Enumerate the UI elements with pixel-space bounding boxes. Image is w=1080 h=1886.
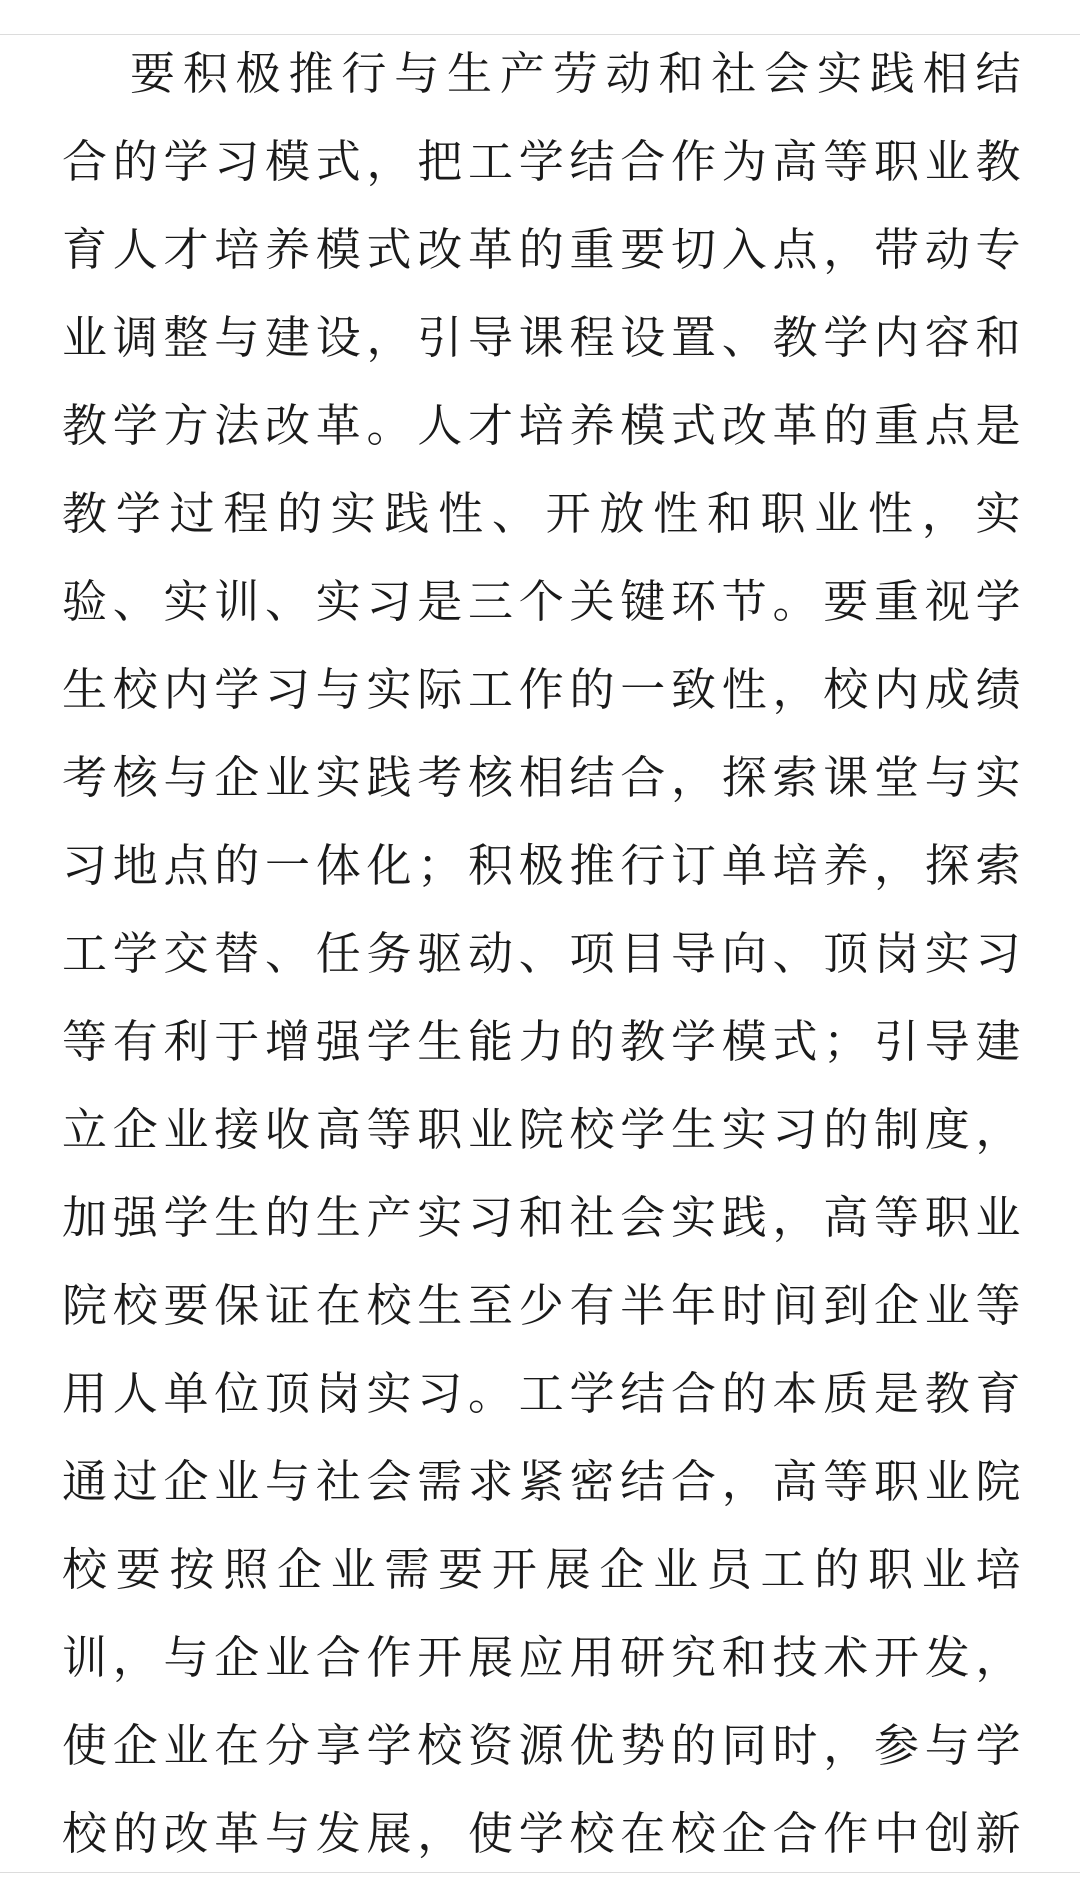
paragraph-line: 教学方法改革。人才培养模式改革的重点是 — [62, 399, 1022, 452]
paragraph-line: 生校内学习与实际工作的一致性，校内成绩 — [62, 663, 1022, 716]
paragraph-line: 校要按照企业需要开展企业员工的职业培 — [62, 1543, 1022, 1596]
paragraph-line: 习地点的一体化；积极推行订单培养，探索 — [62, 839, 1022, 892]
paragraph-line: 加强学生的生产实习和社会实践，高等职业 — [62, 1191, 1022, 1244]
article-body — [62, 30, 1022, 1878]
paragraph-line: 验、实训、实习是三个关键环节。要重视学 — [62, 575, 1022, 628]
paragraph-line: 使企业在分享学校资源优势的同时，参与学 — [62, 1719, 1022, 1772]
paragraph-line: 业调整与建设，引导课程设置、教学内容和 — [62, 311, 1022, 364]
paragraph-line: 等有利于增强学生能力的教学模式；引导建 — [62, 1015, 1022, 1068]
paragraph-line: 育人才培养模式改革的重要切入点，带动专 — [62, 223, 1022, 276]
paragraph-line: 要积极推行与生产劳动和社会实践相结 — [130, 47, 1022, 100]
paragraph-line: 训，与企业合作开展应用研究和技术开发， — [62, 1631, 1022, 1684]
paragraph-line: 合的学习模式，把工学结合作为高等职业教 — [62, 135, 1022, 188]
paragraph-line: 教学过程的实践性、开放性和职业性，实 — [62, 487, 1022, 540]
paragraph-line: 校的改革与发展，使学校在校企合作中创新 — [62, 1807, 1022, 1860]
paragraph-line: 院校要保证在校生至少有半年时间到企业等 — [62, 1279, 1022, 1332]
paragraph-line: 工学交替、任务驱动、项目导向、顶岗实习 — [62, 927, 1022, 980]
paragraph-line: 考核与企业实践考核相结合，探索课堂与实 — [62, 751, 1022, 804]
paragraph-line: 用人单位顶岗实习。工学结合的本质是教育 — [62, 1367, 1022, 1420]
paragraph-line: 通过企业与社会需求紧密结合，高等职业院 — [62, 1455, 1022, 1508]
bottom-divider — [0, 1872, 1080, 1873]
paragraph-line: 立企业接收高等职业院校学生实习的制度， — [62, 1103, 1022, 1156]
